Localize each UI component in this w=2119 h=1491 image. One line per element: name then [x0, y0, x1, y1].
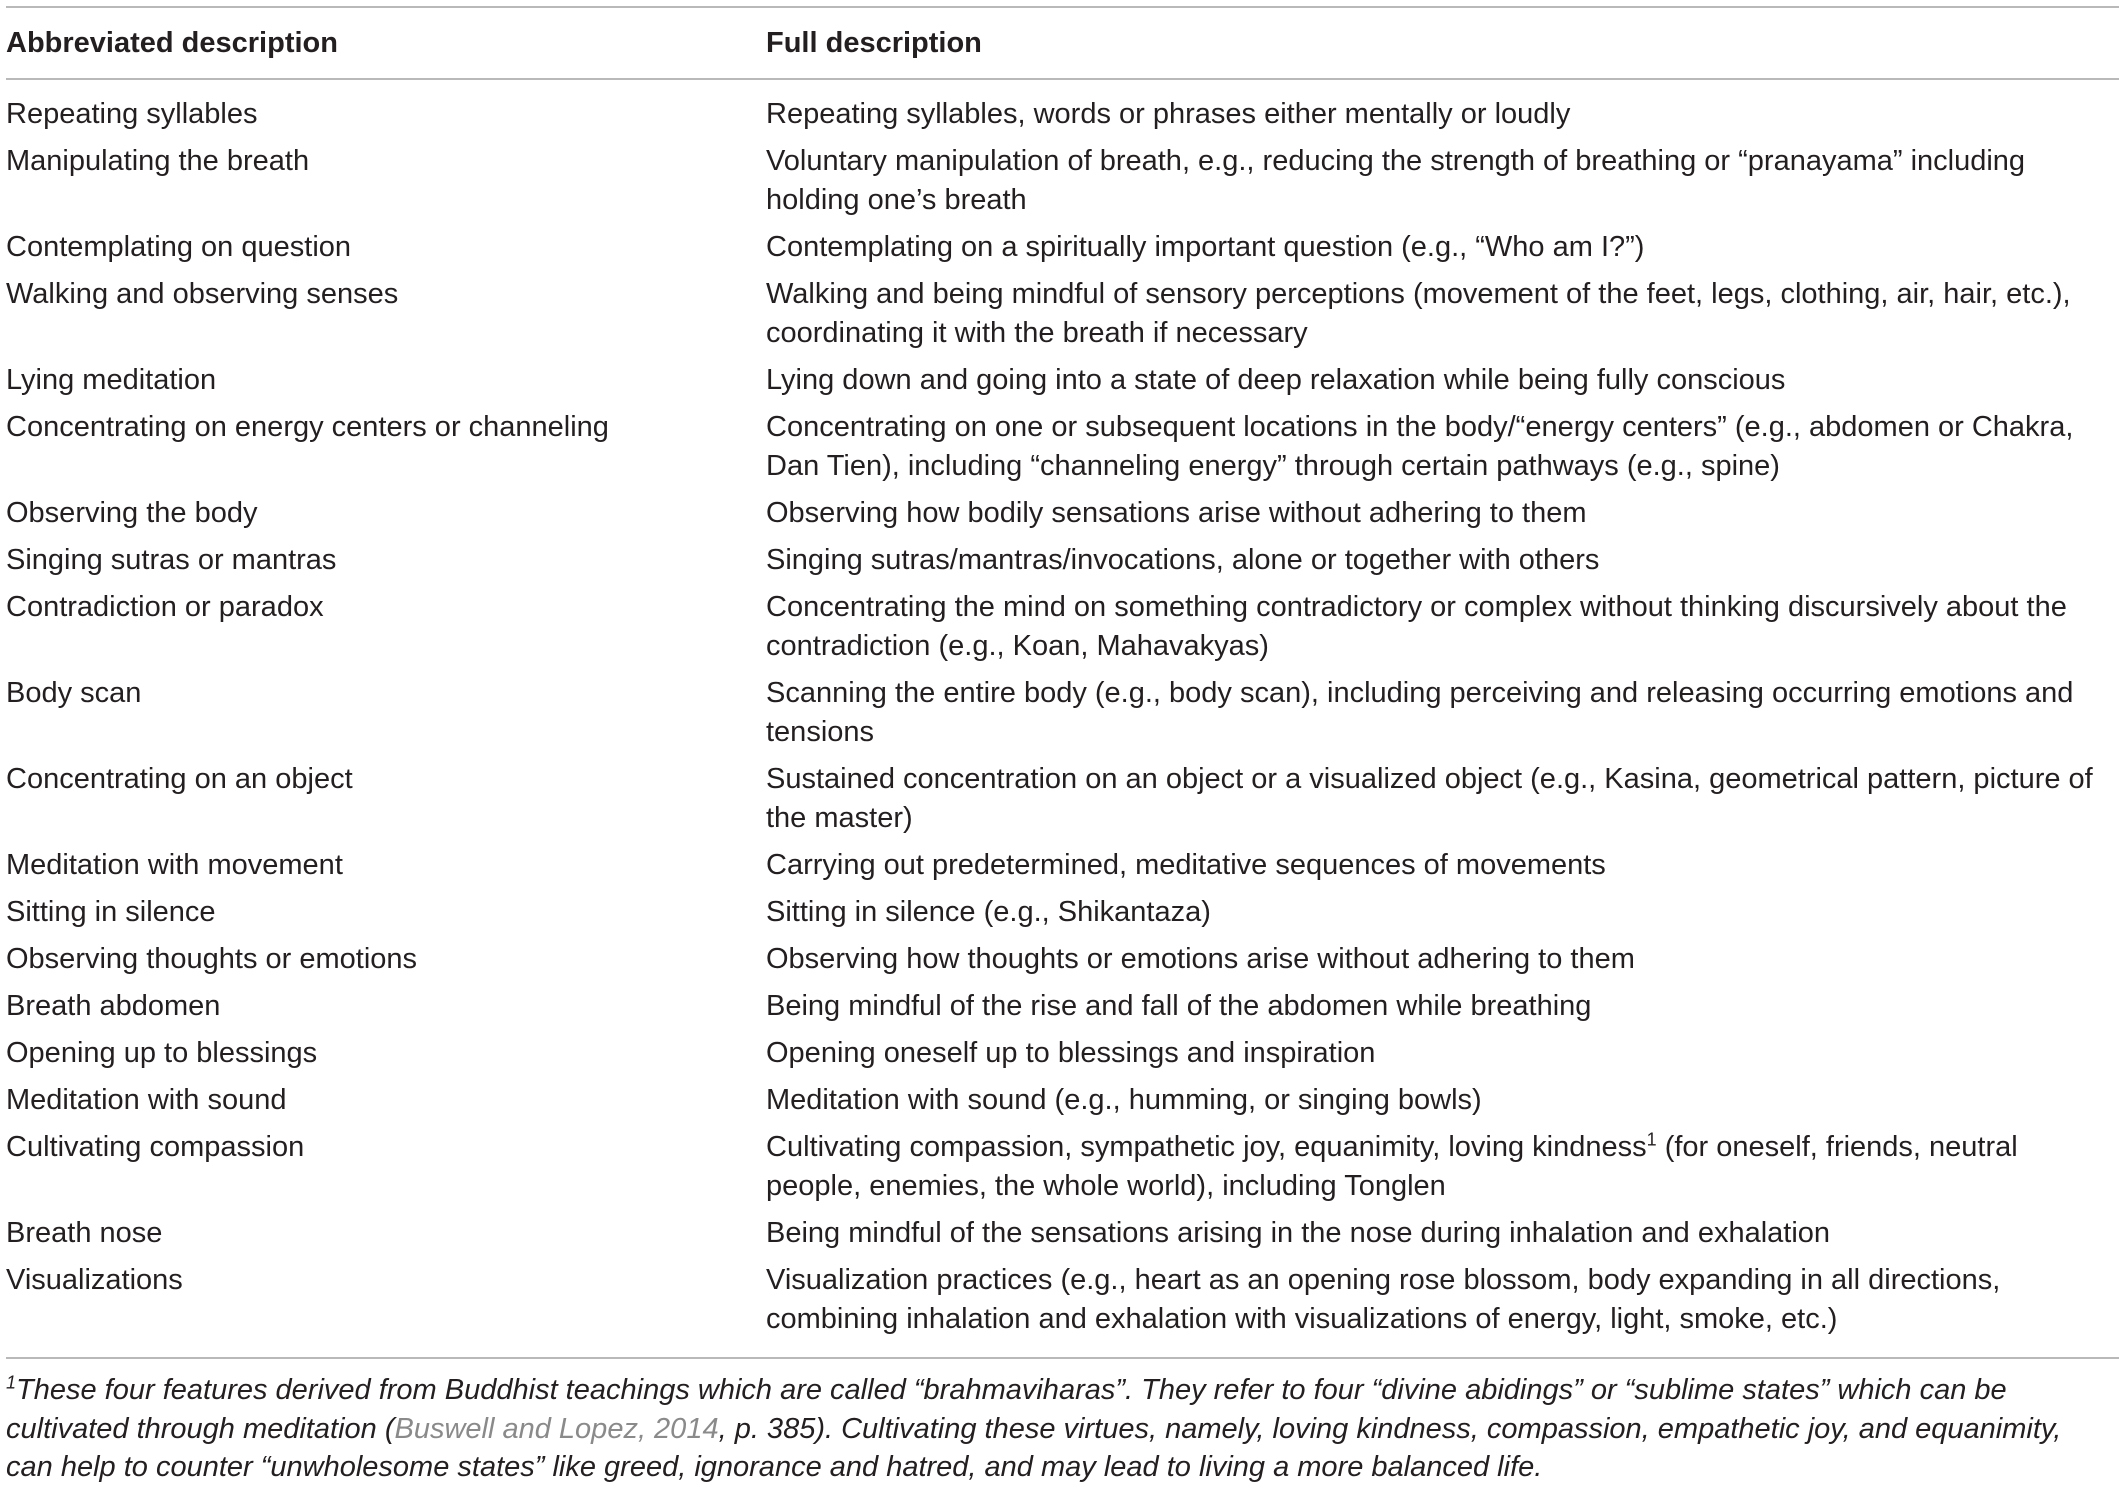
full-description-cell: Sustained concentration on an object or a visualized object (e.g., Kasina, geometrical pattern, picture of the master): [766, 763, 2093, 834]
abbreviated-description-cell: Opening up to blessings: [6, 1037, 318, 1069]
full-description-cell: Opening oneself up to blessings and inspiration: [766, 1037, 1376, 1069]
abbreviated-description-cell: Breath nose: [6, 1217, 163, 1249]
abbreviated-description-cell: Body scan: [6, 677, 142, 709]
full-description-cell: Concentrating the mind on something contradictory or complex without thinking discursively about the contradiction (e.g., Koan, Mahavakyas): [766, 591, 2067, 662]
header-abbreviated-description: Abbreviated description: [6, 26, 338, 59]
full-description-cell: Concentrating on one or subsequent locations in the body/“energy centers” (e.g., abdomen or Chakra, Dan Tien), including “channeling energy” through certain pathways (e.g., spine): [766, 411, 2074, 482]
full-description-cell: Being mindful of the sensations arising in the nose during inhalation and exhalation: [766, 1217, 1831, 1249]
abbreviated-description-cell: Visualizations: [6, 1264, 183, 1296]
full-description-cell: Meditation with sound (e.g., humming, or singing bowls): [766, 1084, 1482, 1116]
abbreviated-description-cell: Observing the body: [6, 497, 258, 529]
full-description-text-continued: (for oneself, friends, neutral people, enemies, the whole world), including Tonglen: [766, 1131, 2018, 1202]
header-full-description: Full description: [766, 26, 982, 59]
full-description-cell: Observing how bodily sensations arise without adhering to them: [766, 497, 1587, 529]
table-row: [6, 889, 2119, 936]
abbreviated-description-cell: Meditation with movement: [6, 849, 343, 881]
footnote-text-after: , p. 385). Cultivating these virtues, namely, loving kindness, compassion, empathetic joy, and equanimity, can help to counter “unwholesome states” like greed, ignorance and hatred, and may lead to living a more balanced life.: [6, 1412, 2062, 1483]
full-description-cell: Contemplating on a spiritually important question (e.g., “Who am I?”): [766, 231, 1645, 263]
table-footnote: [6, 1359, 2116, 1487]
table-body: [6, 80, 2119, 1359]
full-description-text: Cultivating compassion, sympathetic joy, equanimity, loving kindness: [766, 1131, 1647, 1163]
full-description-cell: Being mindful of the rise and fall of the abdomen while breathing: [766, 990, 1592, 1022]
table-row: [6, 91, 2119, 138]
meditation-techniques-table: [6, 6, 2119, 1487]
table-row: [6, 1124, 2119, 1210]
abbreviated-description-cell: Contradiction or paradox: [6, 591, 324, 623]
abbreviated-description-cell: Concentrating on an object: [6, 763, 353, 795]
table-row: [6, 224, 2119, 271]
full-description-cell: Scanning the entire body (e.g., body scan), including perceiving and releasing occurring emotions and tensions: [766, 677, 2074, 748]
table-row: [6, 357, 2119, 404]
table-row: [6, 1257, 2119, 1343]
table-row: [6, 537, 2119, 584]
table-header-row: [6, 8, 2119, 80]
footnote-marker: 1: [6, 1372, 17, 1393]
full-description-cell: Repeating syllables, words or phrases either mentally or loudly: [766, 98, 1571, 130]
table-row: [6, 983, 2119, 1030]
abbreviated-description-cell: Singing sutras or mantras: [6, 544, 337, 576]
full-description-cell: Lying down and going into a state of deep relaxation while being fully conscious: [766, 364, 1786, 396]
abbreviated-description-cell: Walking and observing senses: [6, 278, 399, 310]
abbreviated-description-cell: Breath abdomen: [6, 990, 221, 1022]
abbreviated-description-cell: Lying meditation: [6, 364, 217, 396]
abbreviated-description-cell: Contemplating on question: [6, 231, 352, 263]
table-row: [6, 670, 2119, 756]
footnote-reference[interactable]: 1: [1646, 1129, 1657, 1150]
full-description-cell: Visualization practices (e.g., heart as an opening rose blossom, body expanding in all directions, combining inhalation and exhalation with visualizations of energy, light, smoke, etc.): [766, 1264, 2001, 1335]
full-description-cell: Carrying out predetermined, meditative sequences of movements: [766, 849, 1606, 881]
table-row: [6, 584, 2119, 670]
table-row: [6, 490, 2119, 537]
abbreviated-description-cell: Sitting in silence: [6, 896, 216, 928]
abbreviated-description-cell: Manipulating the breath: [6, 145, 310, 177]
abbreviated-description-cell: Concentrating on energy centers or channeling: [6, 411, 609, 443]
abbreviated-description-cell: Repeating syllables: [6, 98, 258, 130]
full-description-cell: Singing sutras/mantras/invocations, alone or together with others: [766, 544, 1600, 576]
abbreviated-description-cell: Cultivating compassion: [6, 1131, 305, 1163]
table-row: [6, 936, 2119, 983]
full-description-cell: Observing how thoughts or emotions arise without adhering to them: [766, 943, 1635, 975]
table-row: [6, 842, 2119, 889]
table-row: [6, 756, 2119, 842]
full-description-cell: Voluntary manipulation of breath, e.g., reducing the strength of breathing or “pranayama” including holding one’s breath: [766, 145, 2026, 216]
table-row: [6, 1210, 2119, 1257]
full-description-cell: Sitting in silence (e.g., Shikantaza): [766, 896, 1211, 928]
table-row: [6, 1077, 2119, 1124]
footnote-text-before: These four features derived from Buddhist teachings which are called “brahmaviharas”. They refer to four “divine abidings” or “sublime states” which can be cultivated through meditation (: [6, 1374, 2007, 1445]
abbreviated-description-cell: Observing thoughts or emotions: [6, 943, 418, 975]
table-row: [6, 404, 2119, 490]
table-row: [6, 138, 2119, 224]
full-description-cell: Walking and being mindful of sensory perceptions (movement of the feet, legs, clothing, air, hair, etc.), coordinating it with the breath if necessary: [766, 278, 2071, 349]
table-row: [6, 271, 2119, 357]
abbreviated-description-cell: Meditation with sound: [6, 1084, 287, 1116]
full-description-cell: [766, 1128, 2119, 1206]
table-row: [6, 1030, 2119, 1077]
footnote-citation-link[interactable]: Buswell and Lopez, 2014: [394, 1412, 719, 1445]
